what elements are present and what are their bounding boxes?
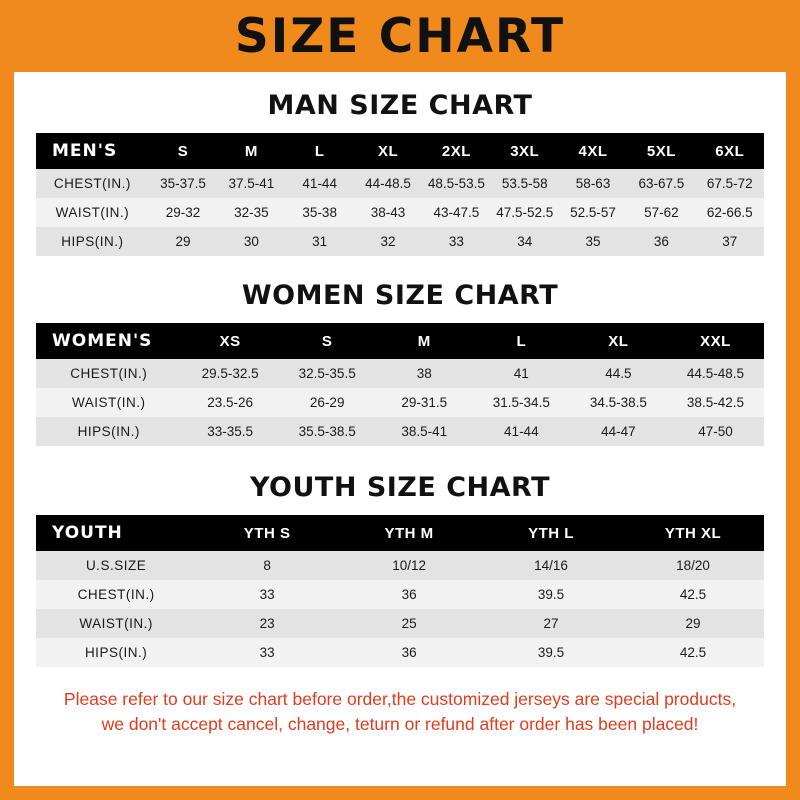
cell: 33 (196, 638, 338, 667)
table-women-body (36, 359, 764, 446)
table-women-colhead-3: M (376, 323, 473, 359)
cell: 33 (196, 580, 338, 609)
cell: 37 (696, 227, 764, 256)
table-row (36, 169, 764, 198)
table-men-colhead-1: S (149, 133, 217, 169)
cell: 67.5-72 (696, 169, 764, 198)
table-row (36, 198, 764, 227)
table-header-row (36, 133, 764, 169)
cell: 25 (338, 609, 480, 638)
cell: 43-47.5 (422, 198, 490, 227)
cell: 41 (473, 359, 570, 388)
cell: 29-32 (149, 198, 217, 227)
row-label: CHEST(IN.) (36, 580, 196, 609)
table-women-colhead-1: XS (182, 323, 279, 359)
table-men-colhead-3: L (286, 133, 354, 169)
cell: 36 (338, 580, 480, 609)
table-youth-colhead-1: YTH S (196, 515, 338, 551)
table-men-colhead-6: 3XL (491, 133, 559, 169)
cell: 39.5 (480, 638, 622, 667)
section-title-youth: YOUTH SIZE CHART (249, 472, 551, 503)
section-title-women: WOMEN SIZE CHART (241, 280, 559, 311)
table-row (36, 388, 764, 417)
cell: 29 (149, 227, 217, 256)
cell: 10/12 (338, 551, 480, 580)
section-title-man: MAN SIZE CHART (267, 90, 533, 121)
cell: 27 (480, 609, 622, 638)
table-youth-body (36, 551, 764, 667)
cell: 33 (422, 227, 490, 256)
cell: 38 (376, 359, 473, 388)
table-men-body (36, 169, 764, 256)
table-women (36, 323, 764, 446)
row-label: CHEST(IN.) (36, 359, 182, 388)
table-row (36, 417, 764, 446)
table-row (36, 359, 764, 388)
table-men-colhead-9: 6XL (696, 133, 764, 169)
table-youth (36, 515, 764, 667)
cell: 36 (338, 638, 480, 667)
table-youth-colhead-4: YTH XL (622, 515, 764, 551)
cell: 34.5-38.5 (570, 388, 667, 417)
cell: 32.5-35.5 (279, 359, 376, 388)
cell: 63-67.5 (627, 169, 695, 198)
table-men-colhead-0: MEN'S (36, 133, 149, 169)
cell: 48.5-53.5 (422, 169, 490, 198)
cell: 26-29 (279, 388, 376, 417)
table-row (36, 638, 764, 667)
cell: 42.5 (622, 580, 764, 609)
cell: 39.5 (480, 580, 622, 609)
cell: 41-44 (286, 169, 354, 198)
table-youth-colhead-0: YOUTH (36, 515, 196, 551)
table-women-colhead-0: WOMEN'S (36, 323, 182, 359)
table-men-colhead-8: 5XL (627, 133, 695, 169)
cell: 31 (286, 227, 354, 256)
cell: 41-44 (473, 417, 570, 446)
row-label: CHEST(IN.) (36, 169, 149, 198)
cell: 8 (196, 551, 338, 580)
table-women-colhead-2: S (279, 323, 376, 359)
cell: 57-62 (627, 198, 695, 227)
cell: 42.5 (622, 638, 764, 667)
row-label: WAIST(IN.) (36, 198, 149, 227)
table-row (36, 609, 764, 638)
cell: 37.5-41 (217, 169, 285, 198)
cell: 58-63 (559, 169, 627, 198)
cell: 35-38 (286, 198, 354, 227)
table-men-colhead-2: M (217, 133, 285, 169)
cell: 35.5-38.5 (279, 417, 376, 446)
cell: 33-35.5 (182, 417, 279, 446)
cell: 44-47 (570, 417, 667, 446)
row-label: U.S.SIZE (36, 551, 196, 580)
row-label: HIPS(IN.) (36, 227, 149, 256)
table-men-colhead-4: XL (354, 133, 422, 169)
cell: 29-31.5 (376, 388, 473, 417)
row-label: WAIST(IN.) (36, 388, 182, 417)
cell: 23.5-26 (182, 388, 279, 417)
cell: 32 (354, 227, 422, 256)
table-row (36, 580, 764, 609)
table-men-head (36, 133, 764, 169)
cell: 38.5-42.5 (667, 388, 764, 417)
row-label: HIPS(IN.) (36, 417, 182, 446)
cell: 53.5-58 (491, 169, 559, 198)
table-youth-colhead-2: YTH M (338, 515, 480, 551)
notice-line-2: we don't accept cancel, change, teturn or refund after order has been placed! (101, 714, 699, 735)
cell: 47-50 (667, 417, 764, 446)
table-youth-head (36, 515, 764, 551)
cell: 14/16 (480, 551, 622, 580)
cell: 30 (217, 227, 285, 256)
table-women-head (36, 323, 764, 359)
notice (54, 687, 746, 738)
page-title: SIZE CHART (234, 8, 566, 64)
table-row (36, 551, 764, 580)
cell: 47.5-52.5 (491, 198, 559, 227)
table-women-colhead-4: L (473, 323, 570, 359)
cell: 31.5-34.5 (473, 388, 570, 417)
cell: 44.5 (570, 359, 667, 388)
cell: 29 (622, 609, 764, 638)
notice-line-1: Please refer to our size chart before order,the customized jerseys are special products, (63, 689, 737, 709)
cell: 34 (491, 227, 559, 256)
table-men (36, 133, 764, 256)
cell: 44.5-48.5 (667, 359, 764, 388)
table-men-colhead-7: 4XL (559, 133, 627, 169)
section-man (36, 90, 764, 256)
row-label: HIPS(IN.) (36, 638, 196, 667)
cell: 52.5-57 (559, 198, 627, 227)
table-row (36, 227, 764, 256)
section-women (36, 280, 764, 446)
table-youth-colhead-3: YTH L (480, 515, 622, 551)
cell: 44-48.5 (354, 169, 422, 198)
content (14, 90, 786, 738)
cell: 18/20 (622, 551, 764, 580)
banner (0, 0, 800, 72)
cell: 38.5-41 (376, 417, 473, 446)
table-header-row (36, 515, 764, 551)
section-youth (36, 472, 764, 667)
table-women-colhead-6: XXL (667, 323, 764, 359)
cell: 23 (196, 609, 338, 638)
table-women-colhead-5: XL (570, 323, 667, 359)
cell: 35-37.5 (149, 169, 217, 198)
cell: 29.5-32.5 (182, 359, 279, 388)
cell: 62-66.5 (696, 198, 764, 227)
cell: 36 (627, 227, 695, 256)
cell: 35 (559, 227, 627, 256)
row-label: WAIST(IN.) (36, 609, 196, 638)
table-header-row (36, 323, 764, 359)
table-men-colhead-5: 2XL (422, 133, 490, 169)
cell: 32-35 (217, 198, 285, 227)
cell: 38-43 (354, 198, 422, 227)
